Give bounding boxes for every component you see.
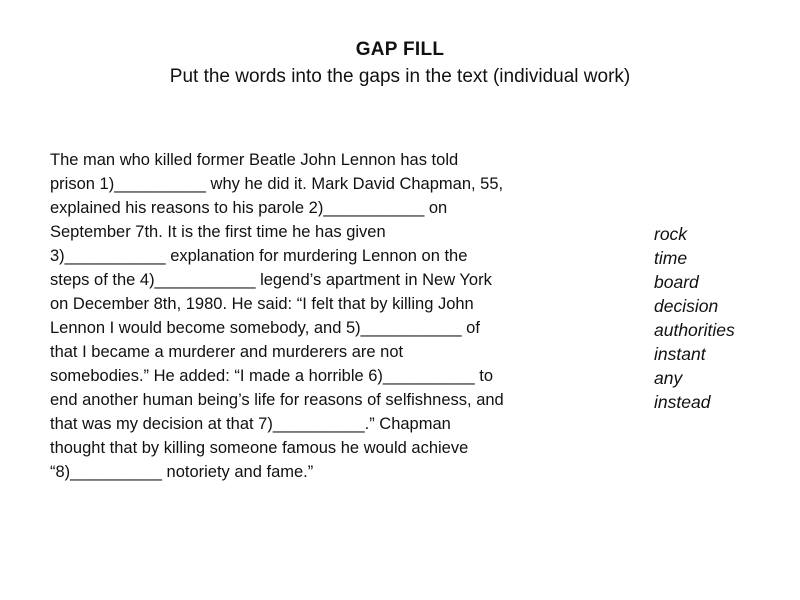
passage-line: somebodies.” He added: “I made a horrible 6)__________ to: [50, 367, 494, 385]
passage-line: explained his reasons to his parole 2)___________ on: [50, 199, 448, 217]
passage-line: that I became a murderer and murderers are not: [50, 343, 404, 361]
page-title: GAP FILL: [355, 39, 445, 60]
gap-fill-passage: [50, 148, 620, 484]
word-bank-item: board: [654, 272, 699, 292]
passage-line: end another human being’s life for reasons of selfishness, and: [50, 391, 504, 409]
slide-header: [0, 38, 800, 90]
word-bank-item: instead: [654, 392, 711, 412]
word-bank-item: any: [654, 368, 683, 388]
word-bank: [654, 222, 735, 414]
passage-line: 3)___________ explanation for murdering Lennon on the: [50, 247, 468, 265]
word-bank-item: decision: [654, 296, 719, 316]
passage-line: The man who killed former Beatle John Lennon has told: [50, 151, 459, 169]
instructions-text: Put the words into the gaps in the text (individual work): [169, 66, 631, 87]
passage-line: prison 1)__________ why he did it. Mark David Chapman, 55,: [50, 175, 504, 193]
passage-line: “8)__________ notoriety and fame.”: [50, 463, 314, 481]
word-bank-item: time: [654, 248, 688, 268]
passage-line: September 7th. It is the first time he has given: [50, 223, 386, 241]
word-bank-item: rock: [654, 224, 688, 244]
word-bank-item: instant: [654, 344, 706, 364]
passage-line: that was my decision at that 7)__________.” Chapman: [50, 415, 451, 433]
passage-line: on December 8th, 1980. He said: “I felt that by killing John: [50, 295, 474, 313]
passage-line: Lennon I would become somebody, and 5)___________ of: [50, 319, 480, 337]
word-bank-item: authorities: [654, 320, 735, 340]
passage-line: thought that by killing someone famous he would achieve: [50, 439, 469, 457]
passage-line: steps of the 4)___________ legend’s apartment in New York: [50, 271, 492, 289]
